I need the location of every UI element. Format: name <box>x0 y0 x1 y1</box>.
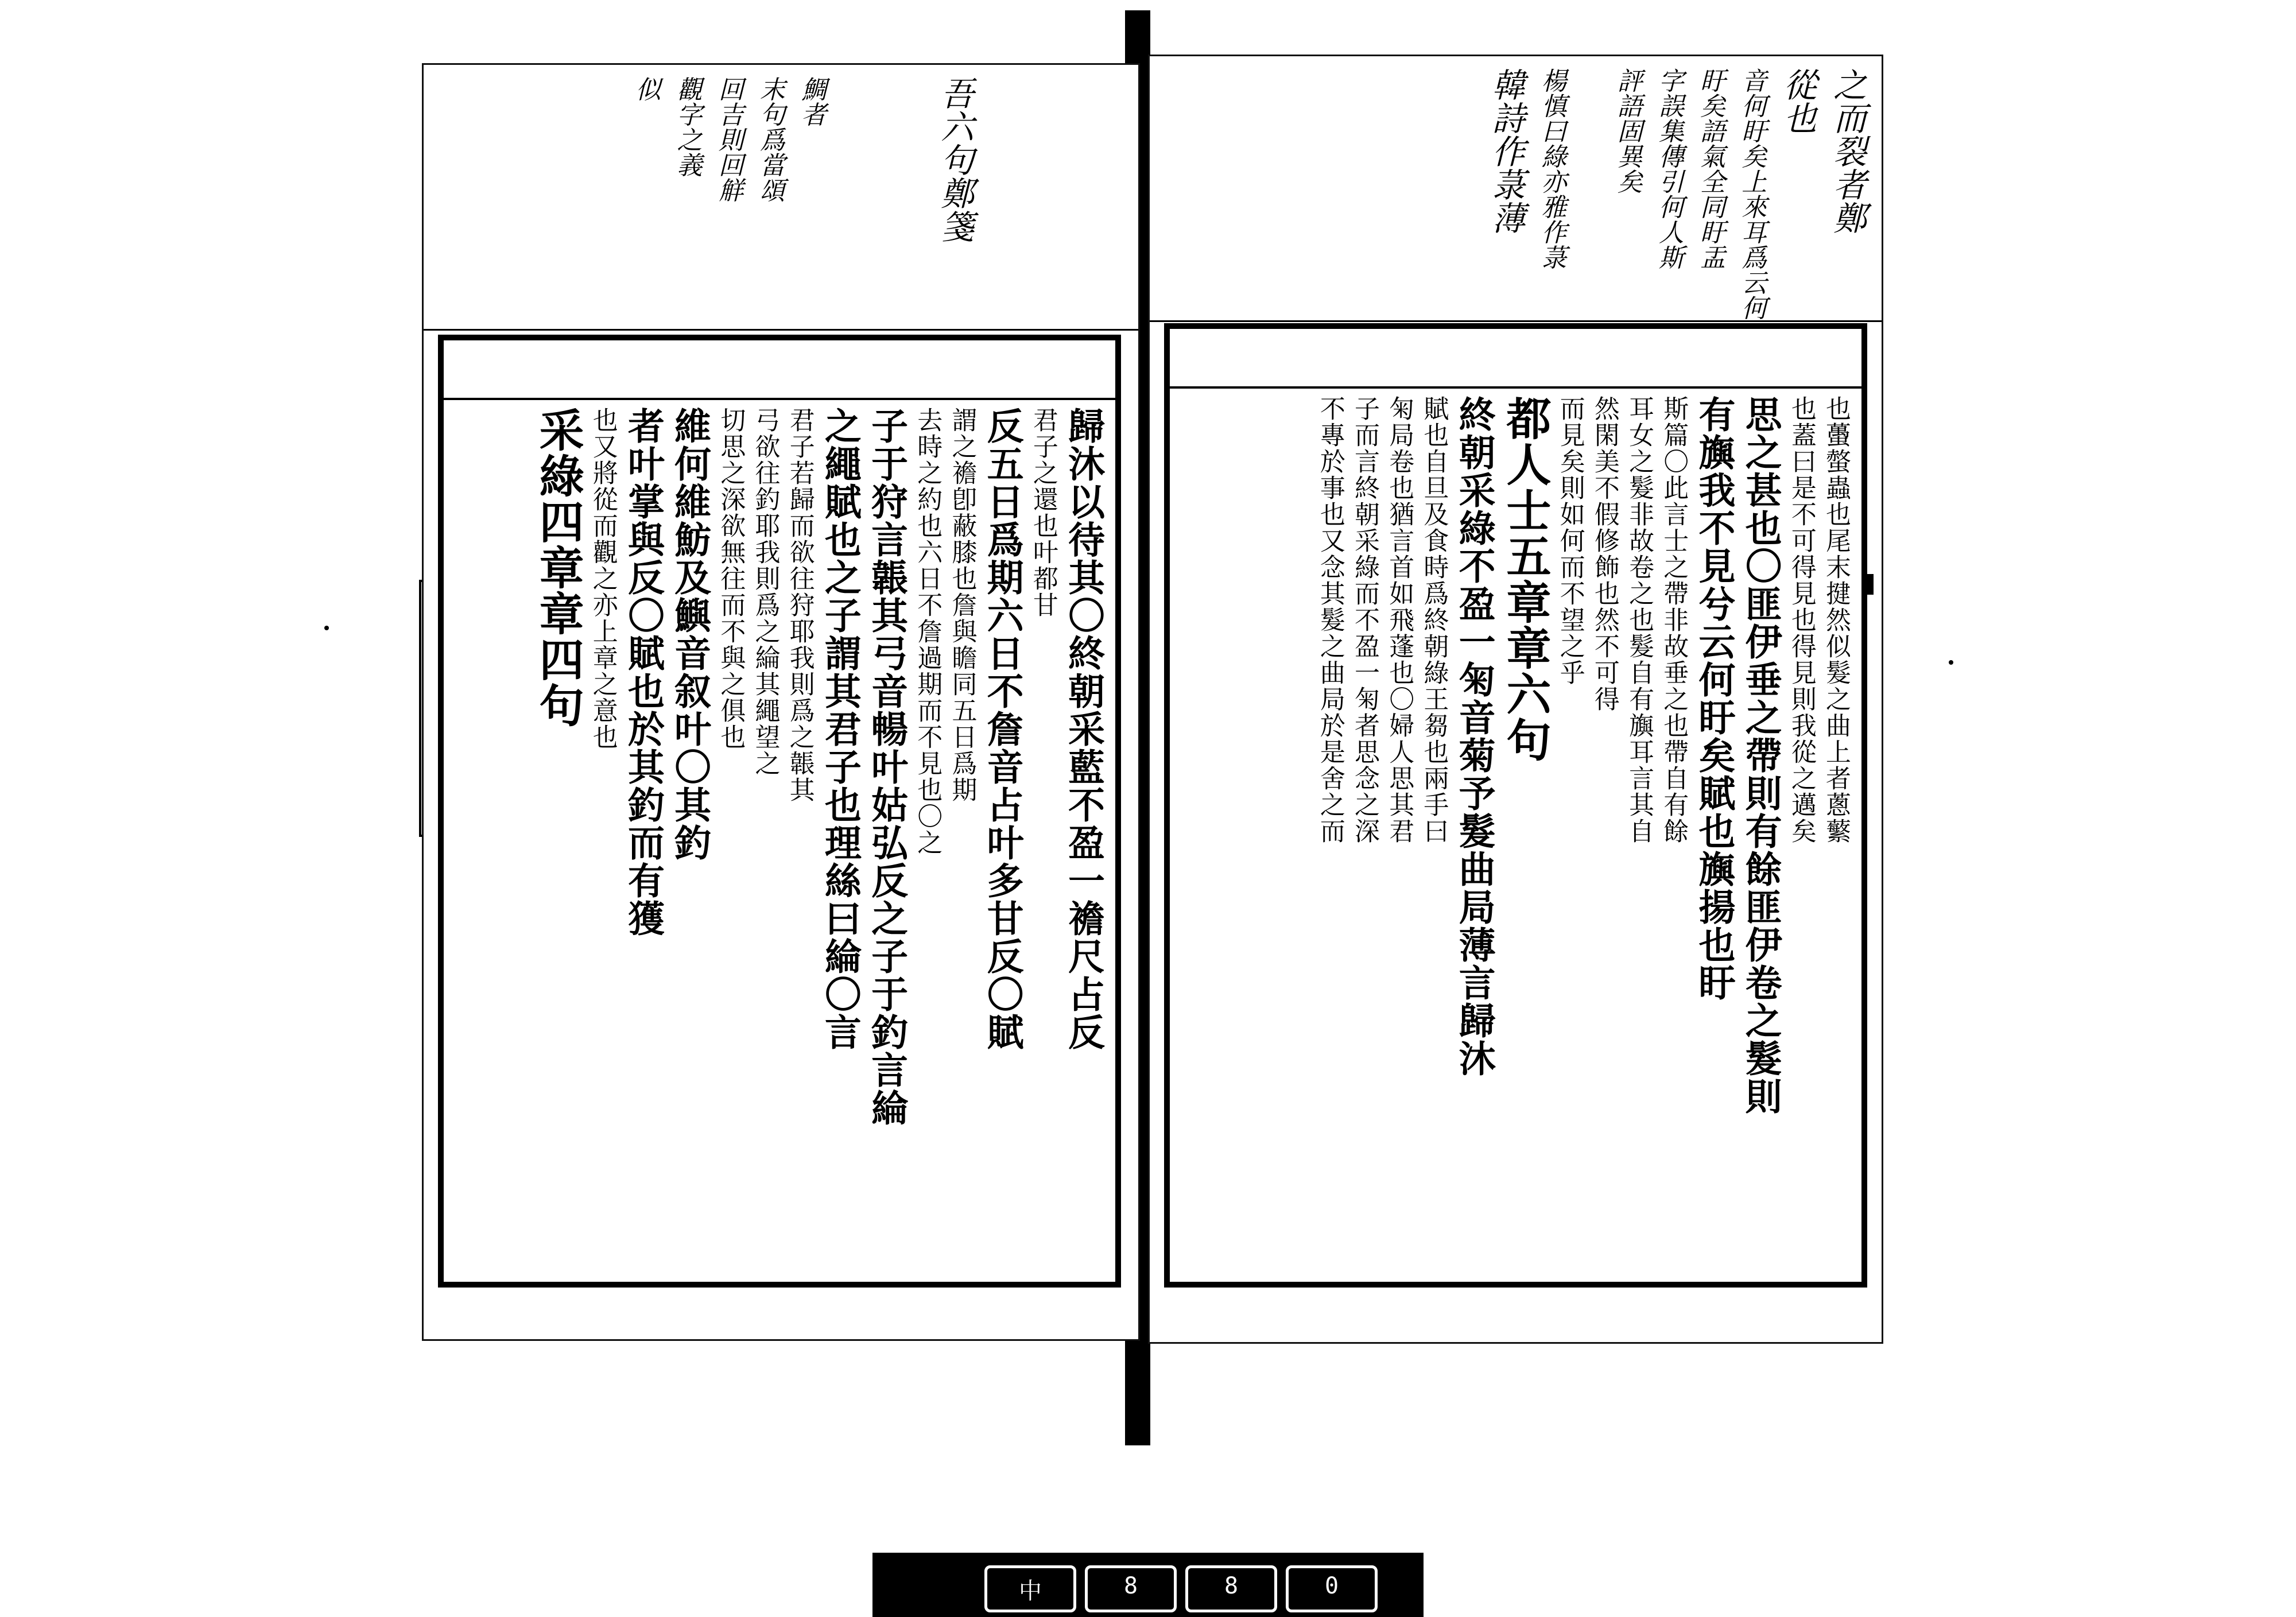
right-head-annotations <box>1150 56 1882 322</box>
seal-digit-box <box>1185 1565 1277 1612</box>
right-handwritten-notes <box>1486 68 1867 320</box>
handwritten-note: 從也 <box>1778 68 1817 134</box>
text-column: 思之甚也〇匪伊垂之帶則有餘匪伊卷之髮則 <box>1739 395 1782 1115</box>
text-column: 賦也自旦及食時爲終朝綠王芻也兩手曰 <box>1419 395 1449 844</box>
left-text-frame <box>438 335 1121 1288</box>
text-column: 斯篇〇此言士之帶非故垂之也帶自有餘 <box>1659 395 1689 844</box>
text-column: 君子若歸而欲往狩耶我則爲之韔其 <box>785 407 815 803</box>
text-column: 耳女之髮非故卷之也髮自有旟耳言其自 <box>1624 395 1654 844</box>
handwritten-note: 評語固異矣 <box>1612 68 1642 194</box>
handwritten-note: 之而裂者鄭 <box>1828 68 1867 234</box>
handwritten-note: 楊慎曰綠亦雅作菉 <box>1537 68 1566 270</box>
chapter-summary-title: 都人士五章章六句 <box>1499 395 1552 763</box>
right-page <box>1148 55 1883 1344</box>
left-handwritten-notes <box>632 76 1115 243</box>
handwritten-note: 音何盱矣上來耳爲云何 <box>1737 68 1767 320</box>
handwritten-note: 吾六句鄭箋 <box>935 76 974 243</box>
handwritten-note: 末句爲當頌 <box>755 76 785 203</box>
seal-digit-box <box>1286 1565 1378 1612</box>
text-column: 歸沐以待其〇終朝采藍不盈一襜尺占反 <box>1062 407 1105 1051</box>
text-column: 去時之約也六日不詹過期而不見也〇之 <box>913 407 943 856</box>
text-column: 也蓋曰是不可得見也得見則我從之邁矣 <box>1786 395 1816 844</box>
text-column: 弓欲往釣耶我則爲之綸其繩望之 <box>750 407 780 777</box>
text-column: 也蠆螫蟲也尾末揵然似髮之曲上者蔥蘩 <box>1821 395 1851 844</box>
seal-digit-box <box>1085 1565 1177 1612</box>
text-column: 反五日爲期六日不詹音占叶多甘反〇賦 <box>980 407 1024 1051</box>
text-column: 謂之襜卽蔽膝也詹與瞻同五日爲期 <box>947 407 977 803</box>
page-edge-mark <box>1865 574 1874 595</box>
scan-speck <box>324 626 329 630</box>
seal-digit: 8 <box>1224 1573 1239 1599</box>
text-column: 終朝采綠不盈一匊音菊予髮曲局薄言歸沐 <box>1452 395 1496 1077</box>
handwritten-note: 鯛者 <box>797 76 827 127</box>
right-text-frame <box>1164 323 1867 1288</box>
seal-digit-box <box>984 1565 1076 1612</box>
left-text-body <box>451 404 1108 1275</box>
frame-rule <box>444 398 1115 400</box>
handwritten-note: 觀字之義 <box>672 76 702 177</box>
text-column: 切思之深欲無往而不與之俱也 <box>716 407 746 750</box>
text-column: 有旟我不見兮云何盱矣賦也旟揚也盱 <box>1692 395 1736 1002</box>
text-column: 子于狩言韔其弓音暢叶姑弘反之子于釣言綸 <box>865 407 909 1127</box>
text-column: 君子之還也叶都甘 <box>1028 407 1058 618</box>
handwritten-note: 字誤集傳引何人斯 <box>1654 68 1684 270</box>
left-page <box>422 63 1140 1341</box>
text-column: 匊局卷也猶言首如飛蓬也〇婦人思其君 <box>1384 395 1414 844</box>
text-column: 子而言終朝采綠而不盈一匊者思念之深 <box>1350 395 1380 844</box>
handwritten-note: 韓詩作菉薄 <box>1486 68 1526 234</box>
text-column: 也又將從而觀之亦上章之意也 <box>588 407 618 750</box>
seal-digit: 0 <box>1324 1573 1339 1599</box>
text-column: 不專於事也又念其髮之曲局於是舍之而 <box>1315 395 1345 844</box>
frame-rule <box>1170 386 1861 389</box>
seal-digit: 中 <box>1019 1578 1042 1604</box>
scan-speck <box>1949 660 1953 665</box>
text-column: 然閑美不假修飾也然不可得 <box>1589 395 1619 712</box>
text-column: 而見矣則如何而不望之乎 <box>1555 395 1585 686</box>
handwritten-note: 盱矣語氣全同盱盂 <box>1696 68 1725 270</box>
seal-digit: 8 <box>1123 1573 1138 1599</box>
left-head-annotations <box>424 65 1138 331</box>
chapter-summary-title: 采綠四章章四句 <box>532 407 584 728</box>
handwritten-note: 回吉則回觧 <box>713 76 743 203</box>
text-column: 之繩賦也之子謂其君子也理絲曰綸〇言 <box>818 407 862 1051</box>
right-text-body <box>1177 392 1855 1275</box>
archive-seal-band <box>872 1553 1424 1617</box>
handwritten-note: 似 <box>631 76 661 102</box>
text-column: 維何維魴及鱮音叙叶〇其釣 <box>668 407 712 862</box>
text-column: 者叶掌與反〇賦也於其釣而有獲 <box>621 407 665 937</box>
